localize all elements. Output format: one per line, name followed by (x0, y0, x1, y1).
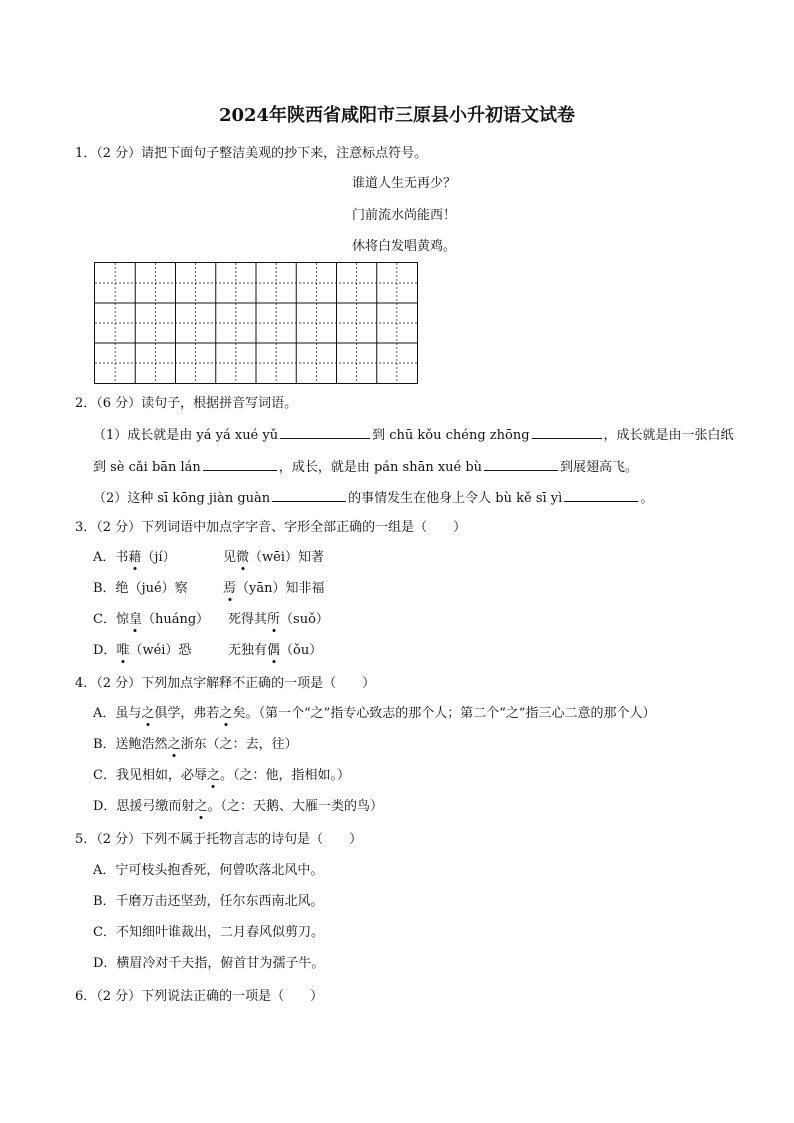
dotted-char: 偶 (267, 643, 281, 658)
q5-option-d[interactable]: D．横眉冷对千夫指，俯首甘为孺子牛。 (93, 956, 325, 971)
pair-2 (228, 613, 329, 626)
text: （jí） (141, 550, 176, 565)
q4-option-d[interactable] (93, 800, 383, 813)
q5-option-b[interactable]: B．千磨万击还坚劲，任尔东西南北风。 (93, 894, 324, 909)
answer-blank[interactable] (564, 490, 638, 502)
q4-option-a[interactable] (93, 707, 656, 720)
q5-option-a[interactable]: A．宁可枝头抱香死，何曾吹落北风中。 (93, 863, 324, 878)
text: 死得其 (228, 612, 268, 627)
text: （2）这种 sī kōng jiàn guàn (93, 491, 271, 506)
question-stem: （2 分）下列加点字解释不正确的一项是（ ） (96, 676, 376, 691)
q2-line-2 (93, 459, 638, 474)
text: （1）成长就是由 yá yá xué yǔ (93, 428, 279, 443)
answer-blank[interactable] (272, 490, 346, 502)
text: C．惊 (93, 612, 129, 627)
question-stem: （2 分）请把下面句子整洁美观的抄下来，注意标点符号。 (96, 146, 428, 161)
question-number: 5． (75, 832, 97, 847)
answer-blank[interactable] (280, 427, 370, 439)
dotted-char: 微 (236, 550, 250, 565)
q2-line-3 (93, 490, 653, 505)
q4-option-b[interactable] (93, 738, 298, 751)
text: 无独有 (228, 643, 268, 658)
question-stem: （6 分）读句子，根据拼音写词语。 (96, 396, 298, 411)
text: （yān）知非福 (236, 581, 325, 596)
page-title: 2024年陕西省咸阳市三原县小升初语文试卷 (218, 105, 576, 126)
text: （jué）察 (128, 581, 188, 596)
text: 到 sè cǎi bān lán (93, 460, 201, 475)
pair-2 (223, 582, 324, 595)
question-5 (75, 833, 362, 846)
q4-option-c[interactable] (93, 769, 350, 782)
question-number: 1． (75, 146, 97, 161)
question-1 (75, 147, 427, 160)
text: C．我见相如，必辱 (93, 768, 207, 783)
text: 。 (640, 491, 654, 506)
question-stem: （2 分）下列说法正确的一项是（ ） (96, 989, 324, 1004)
text: （suǒ） (280, 612, 329, 627)
pair-2 (223, 551, 324, 564)
text: 的事情发生在他身上令人 bù kě sī yì (348, 491, 563, 506)
text: D．思援弓缴而射 (93, 799, 195, 814)
q5-option-c[interactable]: C．不知细叶谁裁出，二月春风似剪刀。 (93, 925, 324, 940)
q3-option-a[interactable] (93, 550, 325, 565)
text: 到 chū kǒu chéng zhōng (372, 428, 530, 443)
q2-line-1 (93, 427, 734, 442)
poem-line-3: 休将白发唱黄鸡。 (352, 239, 457, 254)
dotted-char: 焉 (223, 581, 237, 596)
question-6 (75, 990, 323, 1003)
q3-option-b[interactable] (93, 581, 325, 596)
question-3 (75, 521, 466, 534)
pair-2 (228, 644, 322, 657)
text: A．虽与 (93, 706, 142, 721)
text: 。（之：他，指相如。） (219, 768, 350, 783)
text: （huáng） (141, 612, 210, 627)
q3-option-d[interactable] (93, 643, 323, 658)
question-number: 3． (75, 520, 97, 535)
text: D． (93, 643, 117, 658)
question-stem: （2 分）下列不属于托物言志的诗句是（ ） (96, 832, 363, 847)
text: B．绝 (93, 581, 129, 596)
text: 。（之：天鹅、大雁一类的鸟） (207, 799, 383, 814)
dotted-char: 之 (141, 706, 155, 721)
dotted-char: 之 (194, 799, 208, 814)
text: 矣。（第一个“之”指专心致志的那个人；第二个“之”指三心二意的那个人） (232, 706, 656, 721)
text: 到展翅高飞。 (560, 460, 639, 475)
question-number: 4． (75, 676, 97, 691)
text: ，成长，就是由 pán shān xué bù (278, 460, 483, 475)
writing-grid[interactable] (94, 262, 418, 384)
dotted-char: 之 (206, 768, 220, 783)
answer-blank[interactable] (532, 427, 602, 439)
text: 俱学，弗若 (154, 706, 220, 721)
dotted-char: 所 (267, 612, 281, 627)
text: （ǒu） (280, 643, 323, 658)
question-number: 2． (75, 396, 97, 411)
text: （wēi）知著 (249, 550, 325, 565)
dotted-char: 之 (167, 737, 181, 752)
answer-blank[interactable] (484, 459, 558, 471)
dotted-char: 之 (219, 706, 233, 721)
question-2 (75, 397, 297, 410)
dotted-char: 唯 (116, 643, 130, 658)
question-stem: （2 分）下列词语中加点字字音、字形全部正确的一组是（ ） (96, 520, 467, 535)
q3-option-c[interactable] (93, 612, 329, 627)
dotted-char: 藉 (128, 550, 142, 565)
question-4 (75, 677, 375, 690)
question-number: 6． (75, 989, 97, 1004)
text: 见 (223, 550, 237, 565)
text: ，成长就是由一张白纸 (603, 428, 734, 443)
dotted-char: 皇 (128, 612, 142, 627)
text: A．书 (93, 550, 129, 565)
poem-line-2: 门前流水尚能西！ (352, 208, 457, 223)
text: （wéi）恐 (129, 643, 192, 658)
text: B．送鲍浩然 (93, 737, 168, 752)
text: 浙东（之：去，往） (180, 737, 298, 752)
answer-blank[interactable] (203, 459, 277, 471)
poem-line-1: 谁道人生无再少？ (352, 176, 457, 191)
